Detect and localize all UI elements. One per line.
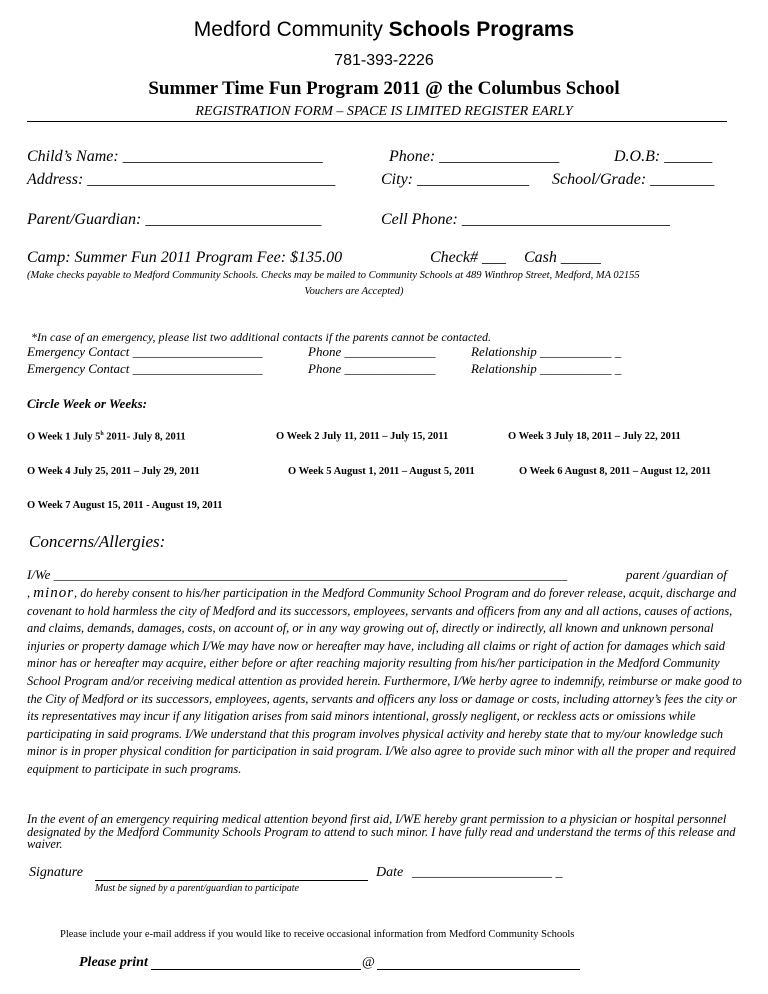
week-option-3[interactable]: O Week 3 July 18, 2011 – July 22, 2011 [508, 431, 681, 442]
week-1-rest: 2011- July 8, 2011 [103, 431, 186, 443]
week-option-5[interactable]: O Week 5 August 1, 2011 – August 5, 2011 [288, 466, 475, 477]
payment-note: (Make checks payable to Medford Community Schools. Checks may be mailed to Community Schools at 489 Winthrop Street, Medford, MA 02155 [27, 270, 640, 281]
week-1-label: O Week 1 July 5 [27, 431, 101, 443]
week-option-6[interactable]: O Week 6 August 8, 2011 – August 12, 2011 [519, 466, 712, 477]
emergency-contact-2[interactable]: Emergency Contact ____________________ [27, 361, 263, 376]
signature-label: Signature [29, 865, 83, 880]
waiver-body [27, 585, 743, 779]
check-field[interactable]: Check# ___ [430, 249, 506, 266]
parent-guardian-field[interactable]: Parent/Guardian: ______________________ [27, 211, 322, 228]
phone-field[interactable]: Phone: _______________ [389, 148, 560, 165]
page-title [0, 18, 768, 42]
registration-banner: REGISTRATION FORM – SPACE IS LIMITED REGISTER EARLY [195, 104, 573, 119]
date-label: Date [376, 865, 404, 880]
org-phone: 781-393-2226 [334, 52, 434, 69]
waiver-name-blank[interactable]: _______________________________________________________________________________ [53, 567, 568, 582]
email-name-line[interactable] [151, 969, 361, 970]
minor-word: minor [33, 585, 75, 601]
cash-field[interactable]: Cash _____ [524, 249, 601, 266]
waiver-first-line [27, 567, 567, 583]
address-field[interactable]: Address: _______________________________ [27, 171, 336, 188]
org-name: Medford Community [193, 18, 383, 41]
child-name-field[interactable]: Child’s Name: _________________________ [27, 148, 323, 165]
concerns-allergies-label: Concerns/Allergies: [29, 532, 166, 551]
email-note: Please include your e-mail address if you would like to receive occasional information from Medford Community Schools [60, 929, 575, 940]
please-print-label: Please print [79, 955, 148, 970]
program-title: Summer Time Fun Program 2011 @ the Columbus School [148, 78, 620, 99]
banner-underline [27, 121, 727, 122]
signature-note: Must be signed by a parent/guardian to participate [95, 883, 299, 894]
emergency-contact-1[interactable]: Emergency Contact ____________________ [27, 344, 263, 359]
week-option-4[interactable]: O Week 4 July 25, 2011 – July 29, 2011 [27, 466, 200, 477]
signature-line[interactable] [95, 880, 368, 881]
email-domain-line[interactable] [377, 969, 580, 970]
cell-phone-field[interactable]: Cell Phone: __________________________ [381, 211, 670, 228]
emergency-relationship-1[interactable]: Relationship ___________ _ [471, 344, 622, 359]
week-1-sup: h [100, 431, 104, 437]
week-option-7[interactable]: O Week 7 August 15, 2011 - August 19, 2011 [27, 500, 223, 511]
waiver-parent-guardian-of: parent /guardian of [626, 567, 727, 582]
email-at-sign: @ [362, 955, 375, 970]
emergency-phone-2[interactable]: Phone ______________ [308, 361, 436, 376]
waiver-text: , do hereby consent to his/her participation in the Medford Community School Program and do forever release, acquit, discharge and covenant to hold harmless the city of Medford and its successors, employees, servants and officers from any and all actions, causes of actions, and claims, demands, damages, costs, on account of, or in any way growing out of, directly or indirectly, all known and unknown personal injuries or property damage which I/We may have now or hereafter may have, including all claims or right of action for damages which said minor has or hereafter may acquire, either before or after reaching majority resulting from his/her participation in the Medford Community School Program and/or receiving medical attention as provided herein. Furthermore, I/We herby agree to indemnify, reimburse or make good to the City of Medford or its successors, employees, agents, servants and officers any loss or damage or costs, including attorney’s fees the city or its representatives may incur if any litigation arises from said minors intentional, grossly negligent, or reckless acts or omissions while participating in said programs. I/We understand that this program involves physical activity and hereby state that to my/our knowledge such minor is in proper physical condition for participation in said program. I/We also agree to provide such minor with all the proper and required equipment to participate in such programs. [27, 586, 742, 776]
week-option-2[interactable]: O Week 2 July 11, 2011 – July 15, 2011 [276, 431, 449, 442]
school-grade-field[interactable]: School/Grade: ________ [552, 171, 715, 188]
medical-consent-paragraph: In the event of an emergency requiring medical attention beyond first aid, I/WE hereby grant permission to a physician or hospital personnel designated by the Medford Community Schools Program to attend to such minor. I have fully read and understand the terms of this release and waiver. [27, 812, 736, 852]
minor-prefix: , [27, 586, 34, 600]
city-field[interactable]: City: ______________ [381, 171, 529, 188]
camp-fee: Camp: Summer Fun 2011 Program Fee: $135.00 [27, 249, 343, 266]
org-name-bold: Schools Programs [388, 18, 575, 41]
emergency-relationship-2[interactable]: Relationship ___________ _ [471, 361, 622, 376]
week-option-1[interactable] [27, 431, 186, 443]
dob-field[interactable]: D.O.B: ______ [614, 148, 713, 165]
emergency-phone-1[interactable]: Phone ______________ [308, 344, 436, 359]
date-field[interactable]: ____________________ _ [412, 865, 563, 880]
emergency-note: *In case of an emergency, please list two additional contacts if the parents cannot be contacted. [31, 330, 492, 344]
weeks-heading: Circle Week or Weeks: [27, 396, 147, 411]
waiver-iwe: I/We [27, 567, 51, 582]
vouchers-note: Vouchers are Accepted) [304, 286, 404, 297]
